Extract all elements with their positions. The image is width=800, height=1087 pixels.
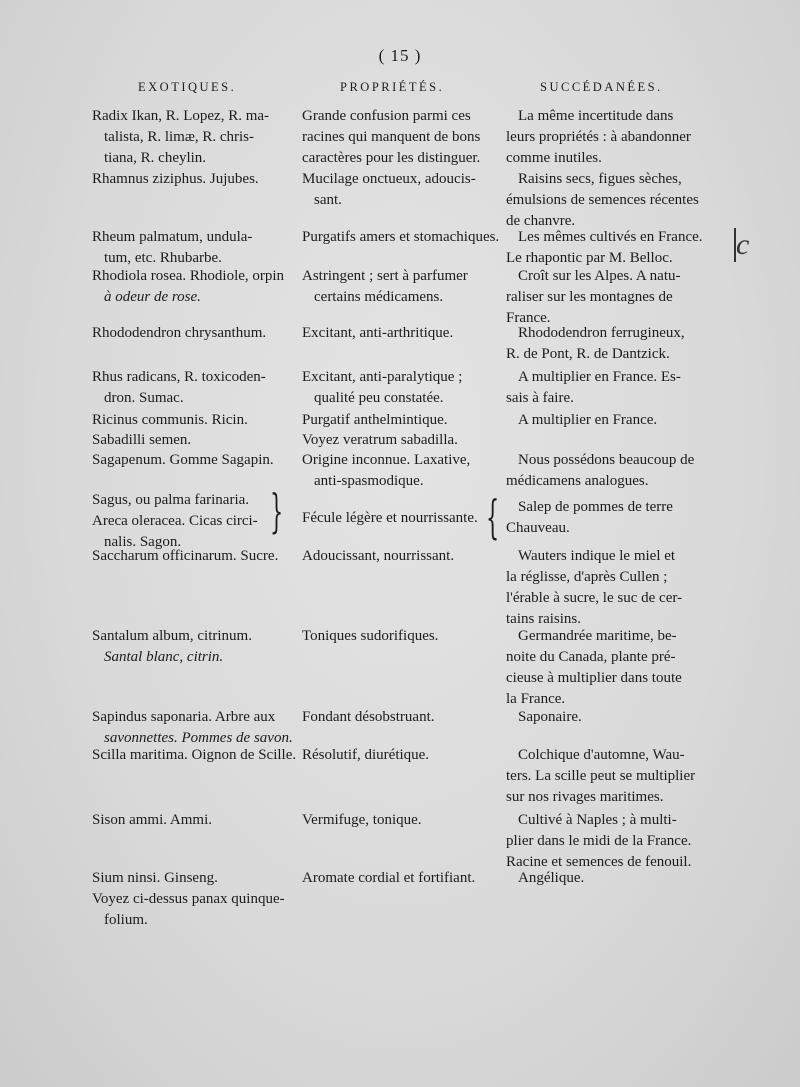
text-line: A multiplier en France. Es- — [518, 369, 681, 385]
text-line: Rheum palmatum, undula- — [92, 229, 253, 245]
entry-radix-name — [92, 106, 292, 169]
text-line: Sison ammi. Ammi. — [92, 812, 213, 828]
text-line: folium. — [104, 912, 148, 928]
text-line: Germandrée maritime, be- — [518, 628, 677, 644]
text-line: Angélique. — [518, 870, 585, 886]
entry-rhodiola-name — [92, 266, 292, 308]
text-line: sant. — [314, 192, 342, 208]
text-line: raliser sur les montagnes de — [506, 289, 673, 305]
entry-rheum-substitute — [506, 227, 706, 269]
text-line: France. — [506, 310, 551, 326]
entry-scilla-substitute — [506, 745, 706, 808]
text-line: la France. — [506, 691, 566, 707]
entry-santalum-name — [92, 626, 292, 668]
text-line: talista, R. limæ, R. chris- — [104, 129, 254, 145]
text-line: Scilla maritima. Oignon de Scille. — [92, 747, 297, 763]
text-line: Purgatifs amers et stomachiques. — [302, 229, 500, 245]
entry-scilla-name — [92, 745, 297, 766]
entry-rhus-property — [302, 367, 502, 409]
text-line: ters. La scille peut se multiplier — [506, 768, 696, 784]
text-line: qualité peu constatée. — [314, 390, 444, 406]
text-line: Santal blanc, citrin. — [104, 649, 224, 665]
entry-sagus-name — [92, 484, 292, 553]
entry-sium-name — [92, 868, 292, 931]
entry-rheum-name — [92, 227, 292, 269]
entry-rhus-name — [92, 367, 292, 409]
entry-rhododendron-substitute — [506, 323, 706, 365]
text-line: caractères pour les distinguer. — [302, 150, 481, 166]
text-line: l'érable à sucre, le suc de cer- — [506, 590, 683, 606]
text-line: Astringent ; sert à parfumer — [302, 268, 468, 284]
text-line: Nous possédons beaucoup de — [518, 452, 695, 468]
text-line: leurs propriétés : à abandonner — [506, 129, 691, 145]
text-line: Aromate cordial et fortifiant. — [302, 870, 476, 886]
text-line: de chanvre. — [506, 213, 576, 229]
entry-sapindus-substitute — [506, 707, 706, 728]
entry-rhamnus-property — [302, 169, 502, 211]
entry-sagapenum-substitute — [506, 450, 706, 492]
text-line: Toniques sudorifiques. — [302, 628, 439, 644]
text-line: émulsions de semences récentes — [506, 192, 699, 208]
entry-rhamnus-substitute — [506, 169, 706, 232]
text-line: Raisins secs, figues sèches, — [518, 171, 682, 187]
entry-santalum-property — [302, 626, 502, 647]
text-line: R. de Pont, R. de Dantzick. — [506, 346, 670, 362]
entry-sabadilli-property — [302, 430, 502, 451]
text-line: Rhamnus ziziphus. Jujubes. — [92, 171, 259, 187]
text-line: Mucilage onctueux, adoucis- — [302, 171, 476, 187]
entry-sison-name — [92, 810, 292, 831]
entry-santalum-substitute — [506, 626, 706, 710]
entry-ricinus-property — [302, 410, 502, 431]
entry-saccharum-property — [302, 546, 502, 567]
text-line: Croît sur les Alpes. A natu- — [518, 268, 681, 284]
text-line: Vermifuge, tonique. — [302, 812, 422, 828]
brace-right: { — [486, 490, 500, 544]
text-line: Excitant, anti-arthritique. — [302, 325, 454, 341]
text-line: Cultivé à Naples ; à multi- — [518, 812, 677, 828]
text-line: Adoucissant, nourrissant. — [302, 548, 455, 564]
text-line: Radix Ikan, R. Lopez, R. ma- — [92, 108, 270, 124]
text-line: Racine et semences de fenouil. — [506, 854, 692, 870]
text-line: Purgatif anthelmintique. — [302, 412, 448, 428]
text-line: Résolutif, diurétique. — [302, 747, 430, 763]
text-line: tiana, R. cheylin. — [104, 150, 207, 166]
text-line: Wauters indique le miel et — [518, 548, 676, 564]
entry-rhodiola-property — [302, 266, 502, 308]
text-line: racines qui manquent de bons — [302, 129, 481, 145]
entry-sison-substitute — [506, 810, 706, 873]
text-line: Sagapenum. Gomme Sagapin. — [92, 452, 274, 468]
text-line: médicamens analogues. — [506, 473, 649, 489]
entry-ricinus-substitute — [506, 410, 706, 431]
text-line: certains médicamens. — [314, 289, 444, 305]
entry-saccharum-substitute — [506, 546, 706, 630]
header-proprietes: PROPRIÉTÉS. — [340, 80, 445, 94]
text-line: Sapindus saponaria. Arbre aux — [92, 709, 276, 725]
entry-sagus-substitute — [506, 497, 706, 539]
page-number: ( 15 ) — [378, 46, 422, 65]
text-line: Le rhapontic par M. Belloc. — [506, 250, 673, 266]
entry-radix-property — [302, 106, 502, 169]
text-line: tains raisins. — [506, 611, 581, 627]
text-line: Salep de pommes de terre — [518, 499, 673, 515]
text-line: la réglisse, d'après Cullen ; — [506, 569, 668, 585]
text-line: Origine inconnue. Laxative, — [302, 452, 471, 468]
entry-rheum-property — [302, 227, 502, 248]
text-line: Voyez veratrum sabadilla. — [302, 432, 458, 448]
entry-sapindus-property — [302, 707, 502, 728]
text-line: cieuse à multiplier dans toute — [506, 670, 682, 686]
text-line: La même incertitude dans — [518, 108, 674, 124]
text-line: Voyez ci-dessus panax quinque- — [92, 891, 285, 907]
text-line: Grande confusion parmi ces — [302, 108, 471, 124]
text-line: noite du Canada, plante pré- — [506, 649, 676, 665]
entry-saccharum-name — [92, 546, 292, 567]
entry-sagus-property — [302, 508, 502, 529]
header-succedanees: SUCCÉDANÉES. — [540, 80, 663, 94]
text-line: Chauveau. — [506, 520, 570, 536]
text-line: Saponaire. — [518, 709, 582, 725]
text-line: Excitant, anti-paralytique ; — [302, 369, 463, 385]
text-line: Ricinus communis. Ricin. — [92, 412, 248, 428]
text-line: Sium ninsi. Ginseng. — [92, 870, 218, 886]
entry-scilla-property — [302, 745, 502, 766]
text-line: Santalum album, citrinum. — [92, 628, 252, 644]
entry-rhododendron-property — [302, 323, 502, 344]
text-line: Fondant désobstruant. — [302, 709, 435, 725]
text-line: Saccharum officinarum. Sucre. — [92, 548, 279, 564]
entry-sagapenum-property — [302, 450, 502, 492]
text-line: anti-spasmodique. — [314, 473, 424, 489]
text-line: Les mêmes cultivés en France. — [518, 229, 703, 245]
text-line: Rhododendron chrysanthum. — [92, 325, 267, 341]
text-line: Sagus, ou palma farinaria. — [92, 492, 250, 508]
text-line: Colchique d'automne, Wau- — [518, 747, 685, 763]
entry-sison-property — [302, 810, 502, 831]
text-line: dron. Sumac. — [104, 390, 184, 406]
text-line: savonnettes. Pommes de savon. — [104, 730, 293, 746]
entry-sium-property — [302, 868, 502, 889]
entry-rhododendron-name — [92, 323, 292, 344]
entry-sabadilli-name — [92, 430, 292, 451]
text-line: comme inutiles. — [506, 150, 602, 166]
text-line: Areca oleracea. Cicas circi- — [92, 513, 258, 529]
entry-sium-substitute — [506, 868, 706, 889]
text-line: Fécule légère et nourrissante. — [302, 510, 478, 526]
text-line: Sabadilli semen. — [92, 432, 192, 448]
entry-sagapenum-name — [92, 450, 292, 471]
brace-left: } — [270, 484, 284, 538]
entry-rhus-substitute — [506, 367, 706, 409]
text-line: Rhus radicans, R. toxicoden- — [92, 369, 266, 385]
text-line: sur nos rivages maritimes. — [506, 789, 664, 805]
text-line: Rhodiola rosea. Rhodiole, orpin — [92, 268, 285, 284]
text-line: plier dans le midi de la France. — [506, 833, 692, 849]
text-line: tum, etc. Rhubarbe. — [104, 250, 222, 266]
entry-rhamnus-name — [92, 169, 292, 190]
text-line: à odeur de rose. — [104, 289, 201, 305]
header-exotiques: EXOTIQUES. — [138, 80, 237, 94]
margin-note: c — [736, 228, 750, 261]
entry-sapindus-name — [92, 707, 292, 749]
entry-radix-substitute — [506, 106, 706, 169]
entry-rhodiola-substitute — [506, 266, 706, 329]
text-line: sais à faire. — [506, 390, 574, 406]
text-line: Rhododendron ferrugineux, — [518, 325, 685, 341]
text-line: nalis. Sagon. — [104, 534, 182, 550]
text-line: A multiplier en France. — [518, 412, 658, 428]
entry-ricinus-name — [92, 410, 292, 431]
